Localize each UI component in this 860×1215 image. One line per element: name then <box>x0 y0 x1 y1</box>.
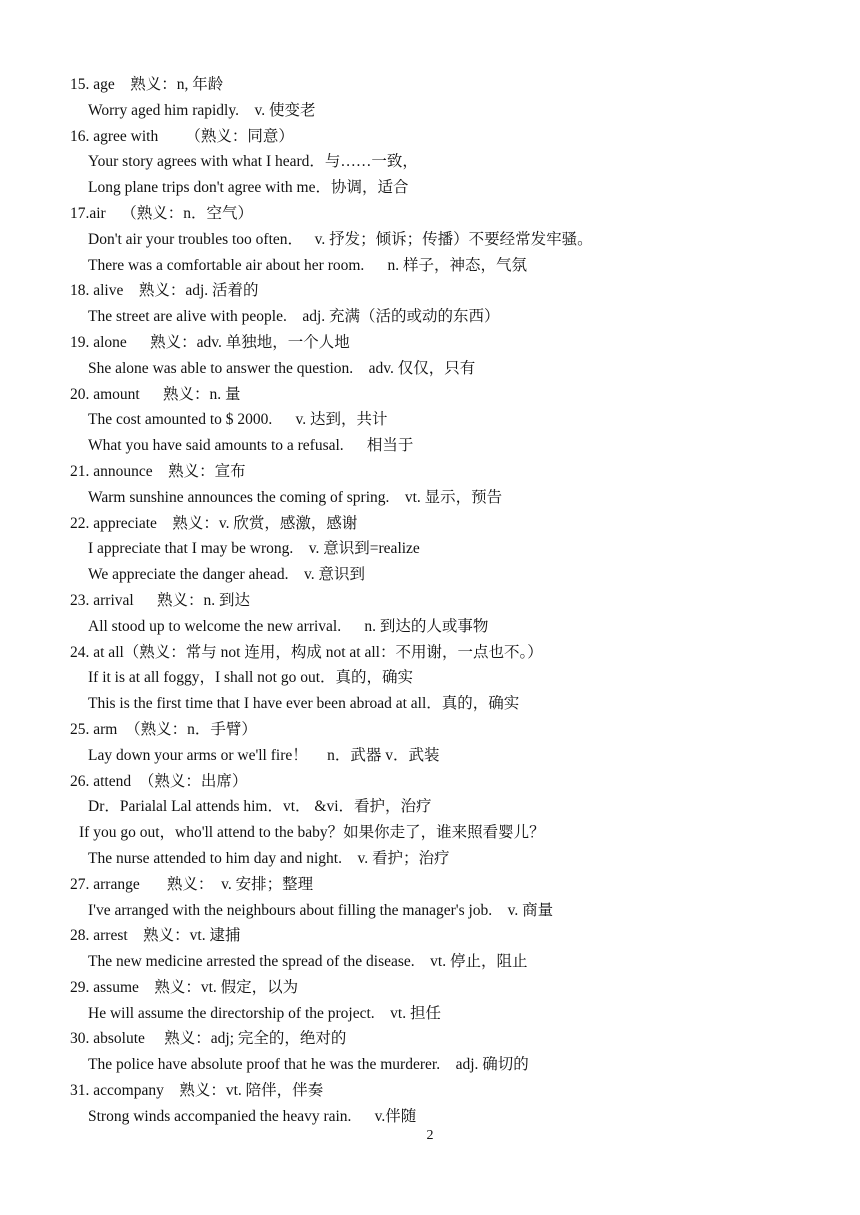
entry-heading: 31. accompany 熟义：vt. 陪伴，伴奏 <box>70 1082 324 1100</box>
example-sentence: Dr．Parialal Lal attends him．vt． &vi．看护，治疗 <box>88 798 432 816</box>
example-sentence: The nurse attended to him day and night. v. 看护；治疗 <box>88 849 450 867</box>
example-sentence: We appreciate the danger ahead. v. 意识到 <box>88 566 366 584</box>
example-sentence: I've arranged with the neighbours about filling the manager's job. v. 商量 <box>88 901 554 919</box>
example-sentence: Your story agrees with what I heard．与……一致， <box>88 153 418 171</box>
entry-heading: 22. appreciate 熟义：v. 欣赏，感激，感谢 <box>70 514 358 532</box>
example-sentence: If you go out，who'll attend to the baby？如果你走了，谁来照看婴儿？ <box>79 824 545 842</box>
entry-heading: 21. announce 熟义：宣布 <box>70 462 246 480</box>
example-sentence: Lay down your arms or we'll fire！ n．武器 v．武装 <box>88 746 440 764</box>
example-sentence: The new medicine arrested the spread of the disease. vt. 停止，阻止 <box>88 953 528 971</box>
example-sentence: The police have absolute proof that he was the murderer. adj. 确切的 <box>88 1056 529 1074</box>
entry-heading: 16. agree with （熟义：同意） <box>70 127 294 145</box>
entry-heading: 18. alive 熟义：adj. 活着的 <box>70 282 259 300</box>
example-sentence: The cost amounted to $ 2000. v. 达到，共计 <box>88 411 388 429</box>
entry-heading: 20. amount 熟义：n. 量 <box>70 385 241 403</box>
example-sentence: All stood up to welcome the new arrival. n. 到达的人或事物 <box>88 617 489 635</box>
entry-heading: 30. absolute 熟义：adj; 完全的，绝对的 <box>70 1030 347 1048</box>
vocabulary-list <box>70 72 830 1130</box>
entry-heading: 15. age 熟义：n, 年龄 <box>70 76 224 93</box>
entry-heading: 26. attend （熟义：出席） <box>70 772 248 790</box>
example-sentence: Worry aged him rapidly. v. 使变老 <box>88 101 316 119</box>
entry-heading: 19. alone 熟义：adv. 单独地，一个人地 <box>70 333 350 351</box>
example-sentence: What you have said amounts to a refusal. 相当于 <box>88 437 414 455</box>
entry-heading: 17.air （熟义：n．空气） <box>70 204 253 222</box>
example-sentence: Long plane trips don't agree with me．协调，适合 <box>88 179 409 197</box>
example-sentence: The street are alive with people. adj. 充满（活的或动的东西） <box>88 308 500 326</box>
example-sentence: If it is at all foggy，I shall not go out．真的，确实 <box>88 669 414 687</box>
example-sentence: There was a comfortable air about her room. n. 样子，神态，气氛 <box>88 256 528 274</box>
entry-heading: 23. arrival 熟义：n. 到达 <box>70 591 250 609</box>
entry-heading: 28. arrest 熟义：vt. 逮捕 <box>70 927 241 945</box>
example-sentence: Strong winds accompanied the heavy rain. v.伴随 <box>88 1107 417 1125</box>
entry-heading: 25. arm （熟义：n．手臂） <box>70 720 257 738</box>
entry-heading: 24. at all（熟义：常与 not 连用，构成 not at all：不用谢，一点也不。） <box>70 643 543 661</box>
example-sentence: This is the first time that I have ever been abroad at all．真的，确实 <box>88 695 520 713</box>
example-sentence: He will assume the directorship of the project. vt. 担任 <box>88 1004 441 1022</box>
example-sentence: I appreciate that I may be wrong. v. 意识到=realize <box>88 540 420 558</box>
page-number: 2 <box>426 1128 434 1143</box>
example-sentence: She alone was able to answer the question. adv. 仅仅，只有 <box>88 359 476 377</box>
entry-heading: 29. assume 熟义：vt. 假定，以为 <box>70 978 299 996</box>
example-sentence: Warm sunshine announces the coming of spring. vt. 显示，预告 <box>88 488 503 506</box>
entry-heading: 27. arrange 熟义： v. 安排；整理 <box>70 875 314 893</box>
example-sentence: Don't air your troubles too often． v. 抒发；倾诉；传播）不要经常发牢骚。 <box>88 230 593 248</box>
